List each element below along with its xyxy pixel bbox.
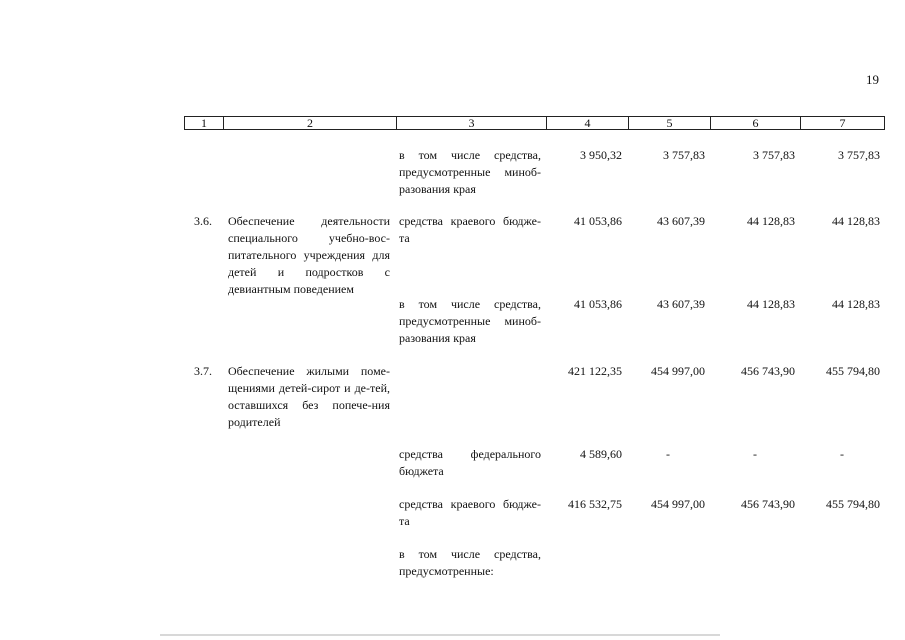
- value-col-7: -: [840, 447, 844, 461]
- item-number: 3.7.: [194, 364, 212, 378]
- value-col-5: -: [666, 447, 670, 461]
- item-description: Обеспечение деятельности специального учебно-вос-питательного учреждения для детей и подростков с девиантным поведением: [228, 214, 390, 296]
- value-col-6: 3 757,83: [753, 148, 795, 162]
- funding-source: средства краевого бюдже-та: [399, 497, 541, 528]
- funding-source: средства федерального бюджета: [399, 447, 541, 478]
- header-col-7: 7: [800, 117, 884, 129]
- funding-source: средства краевого бюдже-та: [399, 214, 541, 245]
- table-header-row: [184, 116, 885, 130]
- value-col-6: -: [753, 447, 757, 461]
- value-col-5: 3 757,83: [663, 148, 705, 162]
- value-col-6: 44 128,83: [747, 214, 795, 228]
- value-col-5: 43 607,39: [657, 214, 705, 228]
- item-description: Обеспечение жилыми поме-щениями детей-сирот и де-тей, оставшихся без попече-ния родителей: [228, 364, 390, 429]
- value-col-7: 3 757,83: [838, 148, 880, 162]
- value-col-7: 44 128,83: [832, 297, 880, 311]
- value-col-4: 416 532,75: [568, 497, 622, 511]
- value-col-6: 456 743,90: [741, 364, 795, 378]
- value-col-4: 41 053,86: [574, 214, 622, 228]
- value-col-7: 455 794,80: [826, 497, 880, 511]
- value-col-5: 454 997,00: [651, 364, 705, 378]
- header-col-4: 4: [546, 117, 628, 129]
- header-col-5: 5: [628, 117, 710, 129]
- page-number: 19: [866, 72, 879, 87]
- scan-artifact-line: [160, 634, 720, 636]
- funding-source: в том числе средства, предусмотренные миноб-разования края: [399, 297, 541, 345]
- value-col-6: 456 743,90: [741, 497, 795, 511]
- header-col-1: 1: [201, 116, 207, 130]
- value-col-5: 454 997,00: [651, 497, 705, 511]
- item-number: 3.6.: [194, 214, 212, 228]
- value-col-7: 44 128,83: [832, 214, 880, 228]
- value-col-7: 455 794,80: [826, 364, 880, 378]
- value-col-4: 41 053,86: [574, 297, 622, 311]
- header-col-2: 2: [223, 117, 396, 129]
- funding-source: в том числе средства, предусмотренные миноб-разования края: [399, 148, 541, 196]
- header-col-3: 3: [396, 117, 546, 129]
- header-col-6: 6: [710, 117, 800, 129]
- value-col-4: 421 122,35: [568, 364, 622, 378]
- value-col-5: 43 607,39: [657, 297, 705, 311]
- value-col-6: 44 128,83: [747, 297, 795, 311]
- value-col-4: 4 589,60: [580, 447, 622, 461]
- funding-source: в том числе средства, предусмотренные:: [399, 547, 541, 578]
- value-col-4: 3 950,32: [580, 148, 622, 162]
